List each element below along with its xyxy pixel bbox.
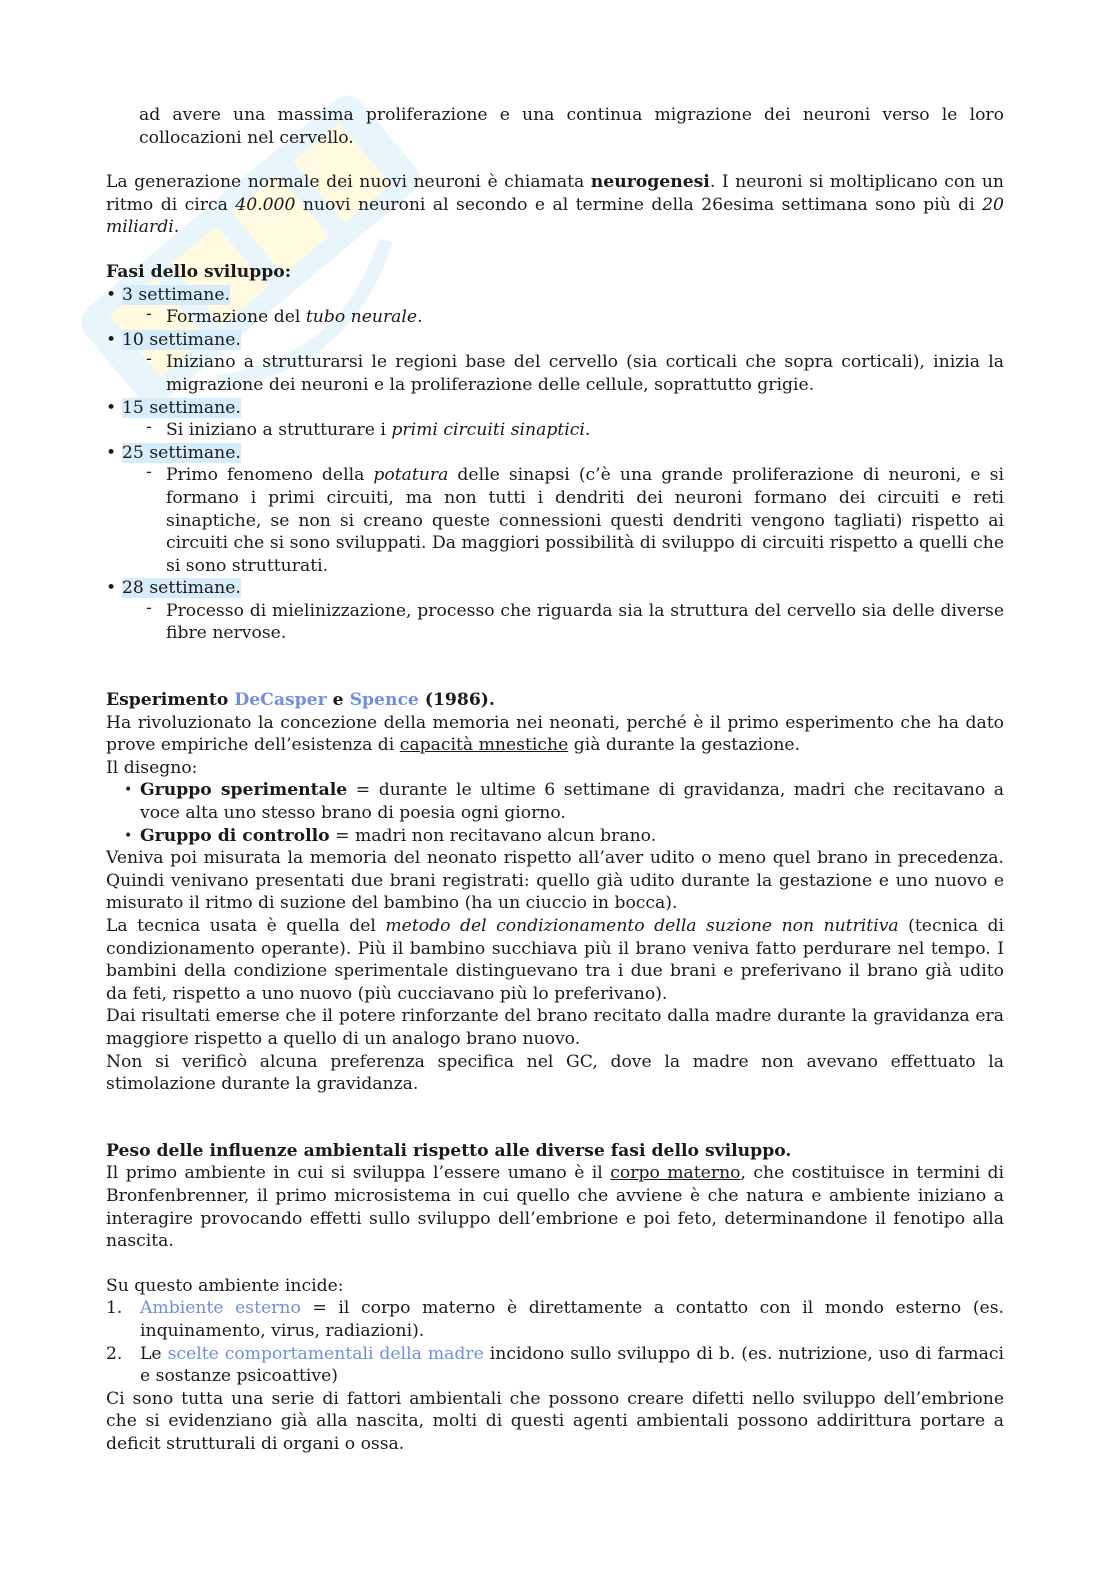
groups-list: [106, 779, 1004, 847]
phase-description: - Formazione del tubo neurale.: [166, 306, 1004, 329]
author-spence: Spence: [349, 690, 419, 711]
phase-description: - Primo fenomeno della potatura delle sinapsi (c’è una grande proliferazione di neuroni, e si formano i primi circuiti, ma non tutti i dendriti dei neuroni formano dei circuiti e reti sinaptiche, se non si creano queste connessioni questi dendriti vengono tagliati) rispetto ai circuiti che si sono sviluppati. Da maggiori possibilità di sviluppo di circuiti rispetto a quelli che si sono strutturati.: [166, 464, 1004, 577]
factors-lead: Su questo ambiente incide:: [106, 1275, 344, 1296]
phase-item: • 10 settimane. - Iniziano a strutturarsi le regioni base del cervello (sia corticali che sopra corticali), inizia la migrazione dei neuroni e la proliferazione delle cellule, soprattutto grigie.: [106, 329, 1004, 397]
influences-conclusion: Ci sono tutta una serie di fattori ambientali che possono creare difetti nello sviluppo dell’embrione che si evidenziano già alla nascita, molti di questi agenti ambientali possono addirittura portare a deficit strutturali di organi o ossa.: [106, 1388, 1004, 1454]
factors-list: [106, 1297, 1004, 1387]
group-experimental: • Gruppo sperimentale = durante le ultime 6 settimane di gravidanza, madri che recitavano a voce alta uno stesso brano di poesia ogni giorno.: [140, 779, 1004, 824]
phase-item: • 15 settimane. - Si iniziano a strutturare i primi circuiti sinaptici.: [106, 397, 1004, 442]
phases-list: [106, 284, 1004, 646]
experiment-heading: Esperimento DeCasper e Spence (1986).: [106, 690, 495, 711]
experiment-control-note: Non si verificò alcuna preferenza specifica nel GC, dove la madre non avevano effettuato la stimolazione durante la gravidanza.: [106, 1051, 1004, 1095]
phase-description: - Processo di mielinizzazione, processo che riguarda sia la struttura del cervello sia delle diverse fibre nervose.: [166, 600, 1004, 645]
factor-item: 2. Le scelte comportamentali della madre incidono sullo sviluppo di b. (es. nutrizione, uso di farmaci e sostanze psicoattive): [106, 1343, 1004, 1387]
phase-description: - Iniziano a strutturarsi le regioni base del cervello (sia corticali che sopra corticali), inizia la migrazione dei neuroni e la proliferazione delle cellule, soprattutto grigie.: [166, 351, 1004, 396]
factor-item: 1. Ambiente esterno = il corpo materno è direttamente a contatto con il mondo esterno (es. inquinamento, virus, radiazioni).: [106, 1298, 1004, 1341]
experiment-procedure: Veniva poi misurata la memoria del neonato rispetto all’aver udito o meno quel brano in precedenza. Quindi venivano presentati due brani registrati: quello già udito durante la gestazione e uno nuovo e misurato il ritmo di suzione del bambino (ha un ciuccio in bocca).: [106, 848, 1004, 914]
experiment-technique: La tecnica usata è quella del metodo del condizionamento della suzione non nutritiva (tecnica di condizionamento operante). Più il bambino succhiava più il brano veniva fatto perdurare nel tempo. I bambini della condizione sperimentale distinguevano tra i due brani e preferivano il brano già udito da feti, rispetto a uno nuovo (più cucciavano più lo preferivano).: [106, 916, 1005, 1004]
phase-item: • 28 settimane. - Processo di mielinizzazione, processo che riguarda sia la struttura del cervello sia delle diverse fibre nervose.: [106, 577, 1004, 645]
author-decasper: DeCasper: [234, 690, 327, 711]
phases-heading: Fasi dello sviluppo:: [106, 261, 292, 282]
phase-item: • 25 settimane. - Primo fenomeno della potatura delle sinapsi (c’è una grande proliferazione di neuroni, e si formano i primi circuiti, ma non tutti i dendriti dei neuroni formano dei circuiti e reti sinaptiche, se non si creano queste connessioni questi dendriti vengono tagliati) rispetto ai circuiti che si sono sviluppati. Da maggiori possibilità di sviluppo di circuiti rispetto a quelli che si sono strutturati.: [106, 442, 1004, 578]
design-label: Il disegno:: [106, 757, 198, 778]
group-control: • Gruppo di controllo = madri non recitavano alcun brano.: [140, 825, 1004, 848]
continuation-paragraph: ad avere una massima proliferazione e una continua migrazione dei neuroni verso le loro collocazioni nel cervello.: [139, 105, 1004, 148]
influences-intro: Il primo ambiente in cui si sviluppa l’essere umano è il corpo materno, che costituisce in termini di Bronfenbrenner, il primo microsistema in cui quello che avviene è che natura e ambiente iniziano a interagire provocando effetti sullo sviluppo dell’embrione e poi feto, determinandone il fenotipo alla nascita.: [106, 1163, 1004, 1252]
experiment-intro: Ha rivoluzionato la concezione della memoria nei neonati, perché è il primo esperimento che ha dato prove empiriche dell’esistenza di capacità mnestiche già durante la gestazione.: [106, 712, 1004, 756]
experiment-results: Dai risultati emerse che il potere rinforzante del brano recitato dalla madre durante la gravidanza era maggiore rispetto a quello di un analogo brano nuovo.: [106, 1006, 1004, 1049]
phase-description: - Si iniziano a strutturare i primi circuiti sinaptici.: [166, 419, 1004, 442]
term-neurogenesi: neurogenesi: [590, 172, 710, 193]
document-page: [106, 104, 1004, 1455]
phase-item: • 3 settimane. - Formazione del tubo neurale.: [106, 284, 1004, 329]
influences-heading: Peso delle influenze ambientali rispetto alle diverse fasi dello sviluppo.: [106, 1140, 792, 1161]
neurogenesis-paragraph: La generazione normale dei nuovi neuroni è chiamata neurogenesi. I neuroni si moltiplicano con un ritmo di circa 40.000 nuovi neuroni al secondo e al termine della 26esima settimana sono più di 20 miliardi.: [106, 172, 1004, 238]
